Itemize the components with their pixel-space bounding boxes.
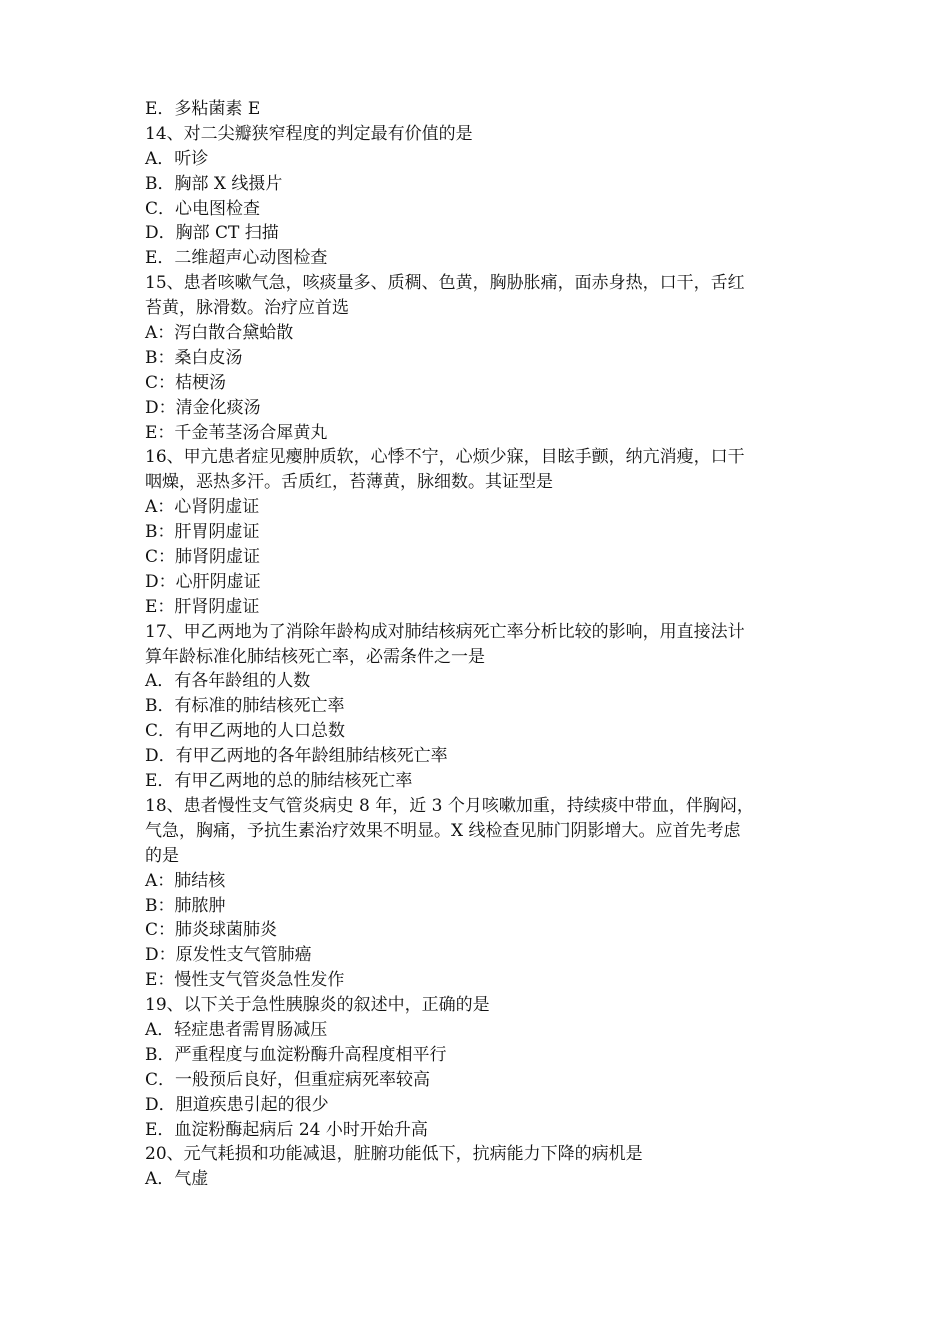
option-d-q18: D：原发性支气管肺癌 xyxy=(145,945,312,966)
question-15-stem-line-1: 15、患者咳嗽气急，咳痰量多、质稠、色黄，胸胁胀痛，面赤身热，口干，舌红 xyxy=(145,273,745,294)
option-b-q14: B．胸部 X 线摄片 xyxy=(145,173,283,194)
option-b-q15: B：桑白皮汤 xyxy=(145,347,243,368)
question-16-stem-line-1: 16、甲亢患者症见瘿肿质软，心悸不宁，心烦少寐，目眩手颤，纳亢消瘦，口干 xyxy=(145,447,745,468)
option-b-q16: B：肝胃阴虚证 xyxy=(145,522,260,543)
option-d-q17: D．有甲乙两地的各年龄组肺结核死亡率 xyxy=(145,746,448,767)
option-a-q18: A：肺结核 xyxy=(145,870,226,891)
question-20-stem: 20、元气耗损和功能减退，脏腑功能低下，抗病能力下降的病机是 xyxy=(145,1144,643,1165)
question-17-stem-line-2: 算年龄标准化肺结核死亡率，必需条件之一是 xyxy=(145,646,485,667)
question-18-stem-line-2: 气急，胸痛，予抗生素治疗效果不明显。X 线检查见肺门阴影增大。应首先考虑 xyxy=(145,820,741,841)
option-b-q18: B：肺脓肿 xyxy=(145,895,226,916)
question-15-stem-line-2: 苔黄，脉滑数。治疗应首选 xyxy=(145,298,349,319)
option-c-q16: C：肺肾阴虚证 xyxy=(145,547,261,568)
document-page xyxy=(145,97,817,1192)
option-a-q16: A：心肾阴虚证 xyxy=(145,497,260,518)
option-d-q19: D．胆道疾患引起的很少 xyxy=(145,1094,329,1115)
option-e-q14: E．二维超声心动图检查 xyxy=(145,248,328,269)
option-d-q16: D：心肝阴虚证 xyxy=(145,571,261,592)
option-e-q19: E．血淀粉酶起病后 24 小时开始升高 xyxy=(145,1119,428,1140)
option-e-q17: E．有甲乙两地的总的肺结核死亡率 xyxy=(145,771,413,792)
option-e-q16: E：肝肾阴虚证 xyxy=(145,596,260,617)
option-e-q18: E：慢性支气管炎急性发作 xyxy=(145,970,345,991)
option-a-q17: A．有各年龄组的人数 xyxy=(145,671,311,692)
option-d-q15: D：清金化痰汤 xyxy=(145,397,261,418)
option-a-q19: A．轻症患者需胃肠减压 xyxy=(145,1019,328,1040)
option-e-q15: E：千金苇茎汤合犀黄丸 xyxy=(145,422,328,443)
question-18-stem-line-3: 的是 xyxy=(145,845,179,866)
option-e-q13: E．多粘菌素 E xyxy=(145,99,261,119)
option-d-q14: D．胸部 CT 扫描 xyxy=(145,223,279,244)
option-a-q15: A：泻白散合黛蛤散 xyxy=(145,323,294,344)
option-b-q19: B．严重程度与血淀粉酶升高程度相平行 xyxy=(145,1044,447,1065)
option-c-q19: C．一般预后良好，但重症病死率较高 xyxy=(145,1069,431,1090)
option-a-q20: A．气虚 xyxy=(145,1169,209,1190)
question-19-stem: 19、以下关于急性胰腺炎的叙述中，正确的是 xyxy=(145,995,490,1016)
question-14-stem: 14、对二尖瓣狭窄程度的判定最有价值的是 xyxy=(145,123,473,144)
option-c-q18: C：肺炎球菌肺炎 xyxy=(145,920,278,941)
option-c-q14: C．心电图检查 xyxy=(145,198,261,219)
question-16-stem-line-2: 咽燥，恶热多汗。舌质红，苔薄黄，脉细数。其证型是 xyxy=(145,472,553,493)
option-a-q14: A．听诊 xyxy=(145,148,209,169)
option-c-q17: C．有甲乙两地的人口总数 xyxy=(145,721,346,742)
question-18-stem-line-1: 18、患者慢性支气管炎病史 8 年，近 3 个月咳嗽加重，持续痰中带血，伴胸闷， xyxy=(145,795,754,816)
question-17-stem-line-1: 17、甲乙两地为了消除年龄构成对肺结核病死亡率分析比较的影响，用直接法计 xyxy=(145,621,745,642)
option-c-q15: C：桔梗汤 xyxy=(145,372,227,393)
option-b-q17: B．有标准的肺结核死亡率 xyxy=(145,696,345,717)
